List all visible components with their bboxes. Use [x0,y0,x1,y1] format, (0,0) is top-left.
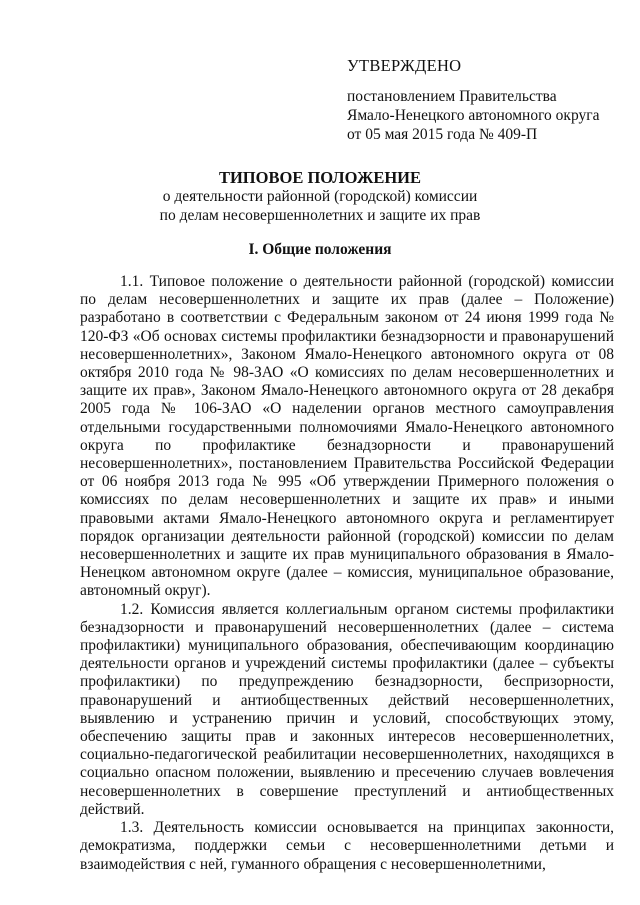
paragraph: 1.1. Типовое положение о деятельности районной (городской) комиссии по делам несовершеннолетних и защите их прав (далее – Положение) разработано в соответствии с Федеральным законом от 24 июня 1999 года № 120-ФЗ «Об основах системы профилактики безнадзорности и правонарушений несовершеннолетних», Законом Ямало-Ненецкого автономного округа от 08 октября 2010 года № 98-ЗАО «О комиссиях по делам несовершеннолетних и защите их прав», Законом Ямало-Ненецкого автономного округа от 28 декабря 2005 года № 106-ЗАО «О наделении органов местного самоуправления отдельными государственными полномочиями Ямало-Ненецкого автономного округа по профилактике безнадзорности и правонарушений несовершеннолетних», постановлением Правительства Российской Федерации от 06 ноября 2013 года № 995 «Об утверждении Примерного положения о комиссиях по делам несовершеннолетних и защите их прав» и иными правовыми актами Ямало-Ненецкого автономного округа и регламентирует порядок организации деятельности районной (городской) комиссии по делам несовершеннолетних и защите их прав муниципального образования в Ямало-Ненецком автономном округе (далее – комиссия, муниципальное образование, автономный округ). [80,273,614,600]
document-title-block [0,168,640,225]
paragraph: 1.3. Деятельность комиссии основывается на принципах законности, демократизма, поддержки семьи с несовершеннолетними детьми и взаимодействия с ней, гуманного обращения с несовершеннолетними, [80,819,614,873]
document-subtitle: о деятельности районной (городской) комиссии [162,188,478,205]
approval-line: от 05 мая 2015 года № 409-П [347,126,538,143]
approval-line: Ямало-Ненецкого автономного округа [347,107,600,124]
document-body [80,273,614,874]
approval-line: постановлением Правительства [347,88,557,105]
document-subtitle: по делам несовершеннолетних и защите их прав [159,207,481,224]
approval-stamp-title: УТВЕРЖДЕНО [347,56,462,75]
document-title: ТИПОВОЕ ПОЛОЖЕНИЕ [218,168,422,187]
paragraph: 1.2. Комиссия является коллегиальным органом системы профилактики безнадзорности и правонарушений несовершеннолетних (далее – система профилактики) муниципального образования, обеспечивающим координацию деятельности органов и учреждений системы профилактики (далее – субъекты профилактики) по предупреждению безнадзорности, беспризорности, правонарушений и антиобщественных действий несовершеннолетних, выявлению и устранению причин и условий, способствующих этому, обеспечению защиты прав и законных интересов несовершеннолетних, социально-педагогической реабилитации несовершеннолетних, находящихся в социально опасном положении, выявлению и пресечению случаев вовлечения несовершеннолетних в совершение преступлений и антиобщественных действий. [80,600,614,818]
approval-block [347,56,599,144]
section-heading: I. Общие положения [248,241,392,258]
